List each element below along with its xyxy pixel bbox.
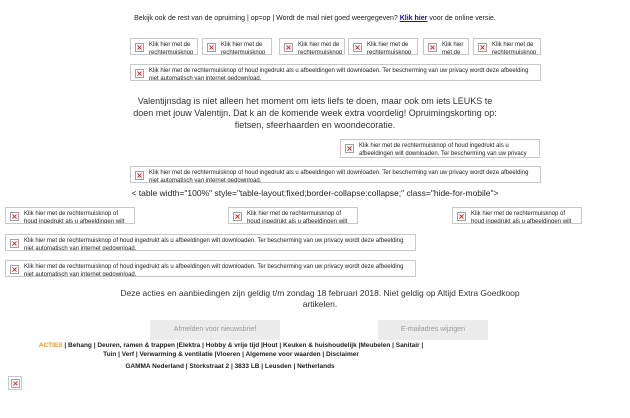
nav-image-1[interactable] <box>130 38 198 55</box>
product-image-1[interactable] <box>5 207 135 224</box>
broken-image-text: Klik hier met de rechtermuisknop <box>298 42 343 55</box>
broken-image-icon: × <box>12 379 19 388</box>
broken-image-icon: × <box>136 43 143 52</box>
broken-image-icon: × <box>11 239 18 248</box>
broken-image-icon: × <box>208 43 215 52</box>
tracking-image <box>8 376 22 390</box>
broken-image-text: Klik hier met de rechtermuisknop of houd ingedrukt als u afbeeldingen wilt <box>24 211 125 224</box>
validity-disclaimer: Deze acties en aanbiedingen zijn geldig t/m zondag 18 februari 2018. Niet geldig op Altijd Extra Goedkoop artikelen. <box>120 288 520 309</box>
promo-image-small[interactable] <box>340 139 540 158</box>
footer-link-acties[interactable]: ACTIES <box>38 342 63 349</box>
view-online-notice <box>0 15 630 22</box>
company-address: GAMMA Nederland | Storkstraat 2 | 3833 LB | Leusden | Netherlands <box>125 363 335 370</box>
nav-image-2[interactable] <box>202 38 272 55</box>
footer-links-line2[interactable]: Tuin | Verf | Verwarming & ventilatie |Vloeren | Algemene voor waarden | Disclaimer <box>103 351 359 358</box>
notice-text: Bekijk ook de rest van de opruiming | op=op | Wordt de mail niet goed weergegeven? <box>134 15 398 22</box>
broken-image-icon: × <box>458 212 465 221</box>
broken-image-text: Klik hier met de rechtermuisknop <box>367 42 412 55</box>
broken-image-text: Klik hier met de rechtermuisknop <box>149 42 194 55</box>
change-email-button[interactable]: E-mailadres wijzigen <box>378 320 488 340</box>
wide-image-1[interactable] <box>5 234 416 251</box>
broken-image-icon: × <box>11 265 18 274</box>
product-image-2[interactable] <box>228 207 358 224</box>
view-online-link[interactable]: Klik hier <box>399 15 428 22</box>
broken-image-icon: × <box>479 43 486 52</box>
nav-image-6[interactable] <box>473 38 541 55</box>
broken-image-icon: × <box>234 212 241 221</box>
broken-image-text: Klik hier met de rechtermuisknop <box>492 42 537 55</box>
intro-text: Valentijnsdag is niet alleen het moment om iets liefs te doen, maar ook om iets LEUKS te doen met jouw Valentijn. Dat k an de komende week extra voordelig! Opruimingskorting op: fietsen, sfeerhaarden en woondecoratie. <box>133 96 497 130</box>
nav-image-3[interactable] <box>279 38 345 55</box>
unsubscribe-button[interactable]: Afmelden voor nieuwsbrief <box>150 320 280 340</box>
broken-image-icon: × <box>136 69 143 78</box>
broken-image-icon: × <box>11 212 18 221</box>
broken-image-text: Klik hier met de rechtermuisknop <box>221 42 266 55</box>
raw-table-code: < table width="100%" style="table-layout:fixed;border-collapse:collapse;" class="hide-for-mobile"> <box>131 188 499 198</box>
promo-image-wide[interactable] <box>130 166 541 183</box>
broken-image-text: Klik hier met de rechtermuisknop of houd ingedrukt als u afbeeldingen wilt downloaden. Ter bescherming van uw privacy wordt deze afbeelding niet automatisch van internet gedownload. <box>149 170 529 183</box>
broken-image-icon: × <box>136 171 143 180</box>
broken-image-icon: × <box>429 43 436 52</box>
nav-image-4[interactable] <box>348 38 418 55</box>
broken-image-text: Klik hier met de rechtermuisknop of houd ingedrukt als u afbeeldingen wilt downloaden. Ter bescherming van uw privacy <box>359 143 527 157</box>
nav-image-5[interactable] <box>423 38 469 55</box>
broken-image-text: Klik hier met de rechtermuisknop of houd ingedrukt als u afbeeldingen wilt downloaden. Ter bescherming van uw privacy wordt deze afbeelding niet automatisch van internet gedownload. <box>24 238 404 251</box>
broken-image-icon: × <box>285 43 292 52</box>
broken-image-text: Klik hier met de rechtermuisknop of houd ingedrukt als u afbeeldingen wilt downloaden. Ter bescherming van uw privacy wordt deze afbeelding niet automatisch van internet gedownload. <box>24 264 404 277</box>
footer-links-line1[interactable]: | Behang | Deuren, ramen & trappen |Elektra | Hobby & vrije tijd |Hout | Keuken & huishoudelijk |Meubelen | Sanitair | <box>62 342 424 349</box>
broken-image-text: Klik hier met de rechtermuisknop of houd ingedrukt als u afbeeldingen wilt downloaden. Ter bescherming van uw privacy wordt deze afbeelding niet automatisch van internet gedownload. <box>149 68 529 81</box>
broken-image-text: Klik hier met de rechtermuisknop of houd ingedrukt als u afbeeldingen wilt <box>247 211 348 224</box>
broken-image-icon: × <box>354 43 361 52</box>
notice-suffix: voor de online versie. <box>429 15 496 22</box>
product-image-3[interactable] <box>452 207 582 224</box>
broken-image-icon: × <box>346 144 353 153</box>
broken-image-text: Klik hier met de <box>442 42 464 55</box>
banner-image[interactable] <box>130 64 541 81</box>
footer-nav <box>6 341 456 359</box>
wide-image-2[interactable] <box>5 260 416 277</box>
broken-image-text: Klik hier met de rechtermuisknop of houd ingedrukt als u afbeeldingen wilt <box>471 211 572 224</box>
